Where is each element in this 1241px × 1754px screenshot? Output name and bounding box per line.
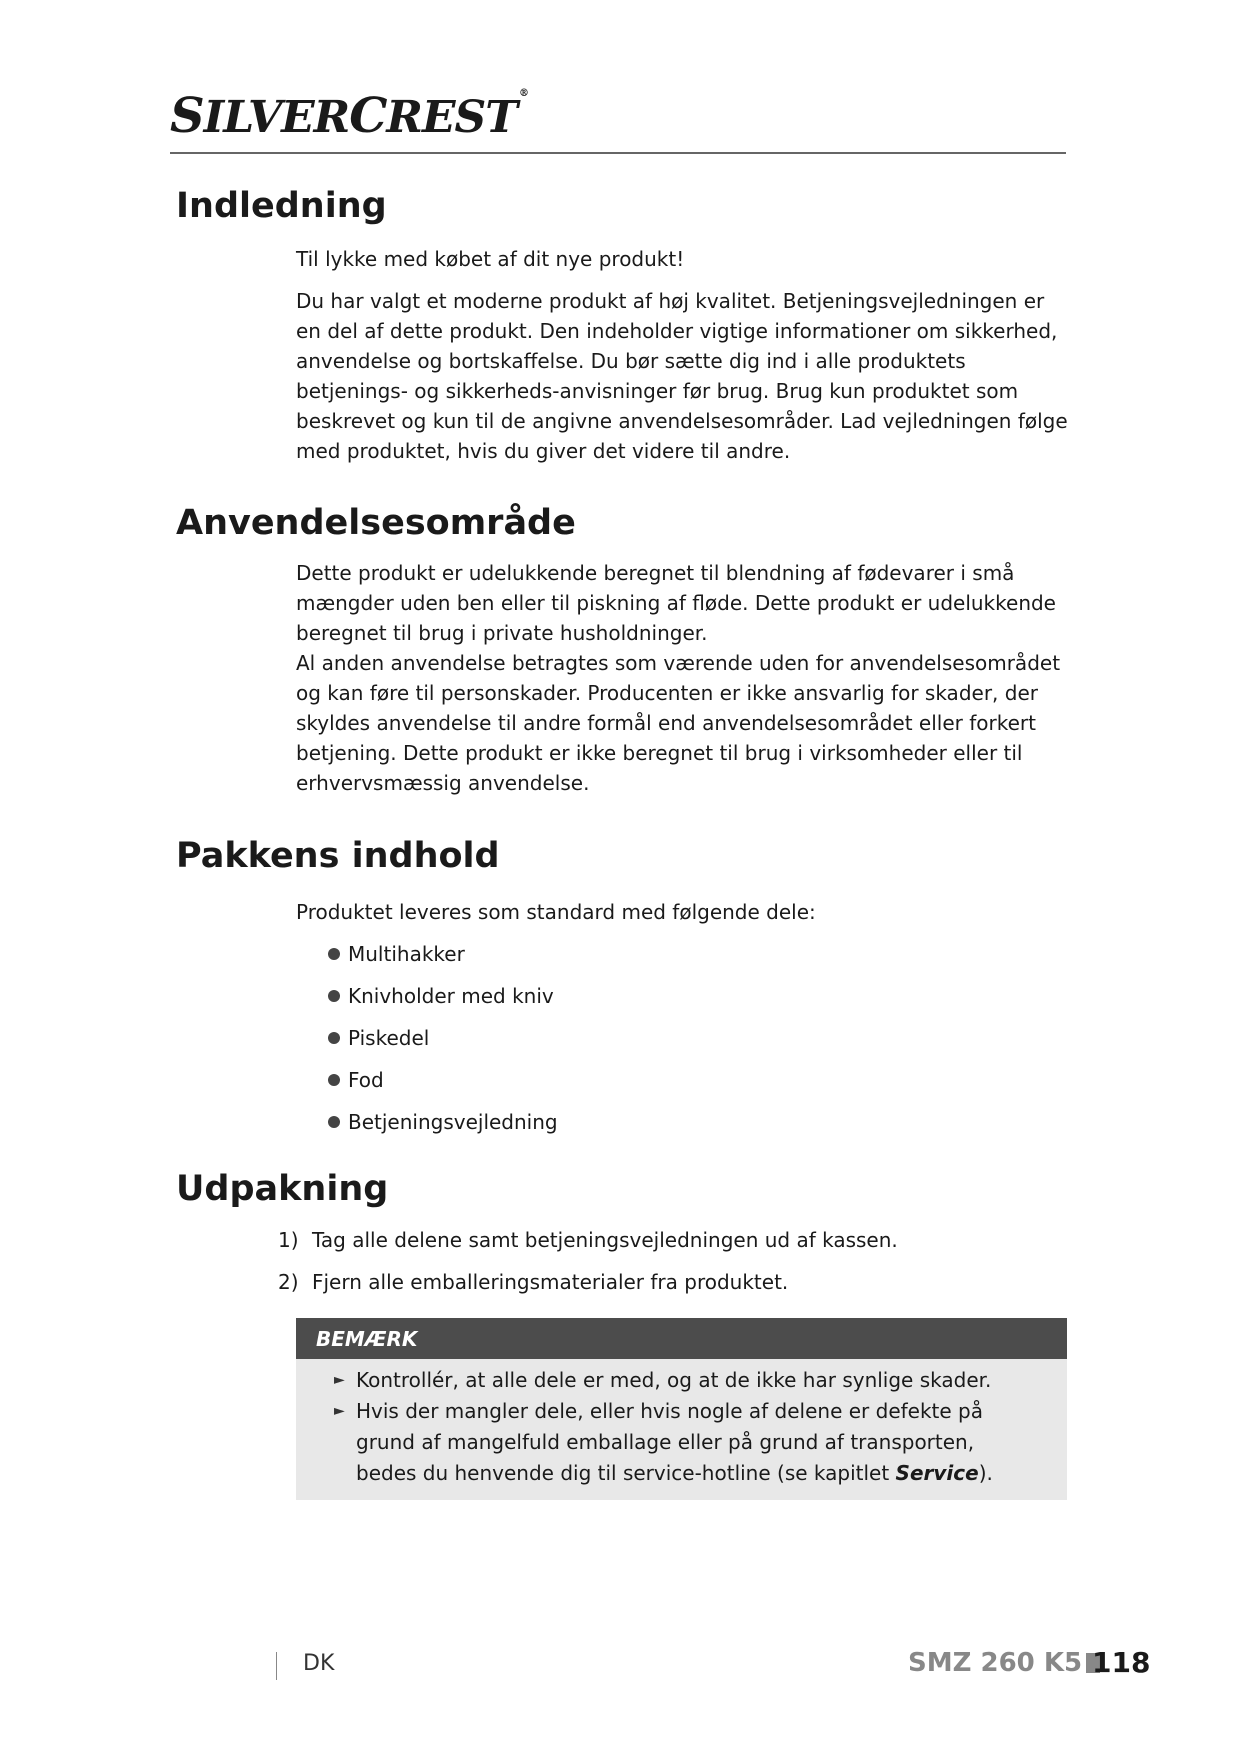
step-item: 2) Fjern alle emballeringsmaterialer fra produktet. (278, 1270, 789, 1294)
service-link[interactable]: Service (895, 1461, 979, 1485)
bullet-dot-icon (328, 1116, 340, 1128)
section-title-contents: Pakkens indhold (176, 836, 500, 876)
footer-divider (276, 1652, 277, 1680)
note-item: ► Kontrollér, at alle dele er med, og at de ikke har synlige skader. (334, 1365, 1035, 1396)
list-item: Fod (328, 1059, 558, 1101)
list-item: Betjeningsvejledning (328, 1101, 558, 1143)
arrow-right-icon: ► (334, 1372, 345, 1388)
section-title-intro: Indledning (176, 186, 387, 226)
bullet-dot-icon (328, 1032, 340, 1044)
intro-p1: Til lykke med købet af dit nye produkt! (296, 247, 685, 271)
use-p1: Dette produkt er udelukkende beregnet til blendning af fødevarer i små mængder uden ben eller til piskning af fløde. Dette produkt er udelukkende beregnet til brug i private husholdninger. (296, 561, 1056, 645)
contents-intro: Produktet leveres som standard med følgende dele: (296, 900, 816, 924)
page-number: 118 (1092, 1646, 1151, 1679)
bullet-dot-icon (328, 948, 340, 960)
note-box (296, 1318, 1067, 1500)
header-rule (170, 152, 1066, 154)
note-item: ► Hvis der mangler dele, eller hvis nogle af delene er defekte på grund af mangelfuld emballage eller på grund af transporten, bedes du henvende dig til service-hotline (se kapitlet Service). (334, 1396, 1035, 1489)
arrow-right-icon: ► (334, 1403, 345, 1419)
list-item: Multihakker (328, 933, 558, 975)
step-item: 1) Tag alle delene samt betjeningsvejledningen ud af kassen. (278, 1228, 898, 1252)
unpack-steps (278, 1219, 898, 1303)
list-item: Piskedel (328, 1017, 558, 1059)
use-p2: Al anden anvendelse betragtes som værende uden for anvendelsesområdet og kan føre til personskader. Producenten er ikke ansvarlig for skader, der skyldes anvendelse til andre formål end anvendelsesområdet eller forkert betjening. Dette produkt er ikke beregnet til brug i virksomheder eller til erhvervsmæssig anvendelse. (296, 651, 1061, 795)
section-title-use: Anvendelsesområde (176, 503, 576, 543)
note-label: BEMÆRK (296, 1318, 1067, 1359)
section-title-unpack: Udpakning (176, 1169, 389, 1209)
intro-p2: Du har valgt et moderne produkt af høj kvalitet. Betjeningsvejledningen er en del af dette produkt. Den indeholder vigtige informationer om sikkerhed, anvendelse og bortskaffelse. Du bør sætte dig ind i alle produktets betjenings- og sikkerheds-anvisninger før brug. Brug kun produktet som beskrevet og kun til de angivne anvendelsesområder. Lad vejledningen følge med produktet, hvis du giver det videre til andre. (296, 289, 1068, 463)
contents-list (328, 933, 558, 1143)
list-item: Knivholder med kniv (328, 975, 558, 1017)
bullet-dot-icon (328, 1074, 340, 1086)
use-text (296, 558, 1068, 798)
bullet-dot-icon (328, 990, 340, 1002)
footer-language: DK (303, 1651, 335, 1676)
footer-model: SMZ 260 K5 (908, 1648, 1106, 1678)
brand-logo: SILVERCREST ® (170, 88, 529, 144)
intro-text (296, 244, 1068, 466)
